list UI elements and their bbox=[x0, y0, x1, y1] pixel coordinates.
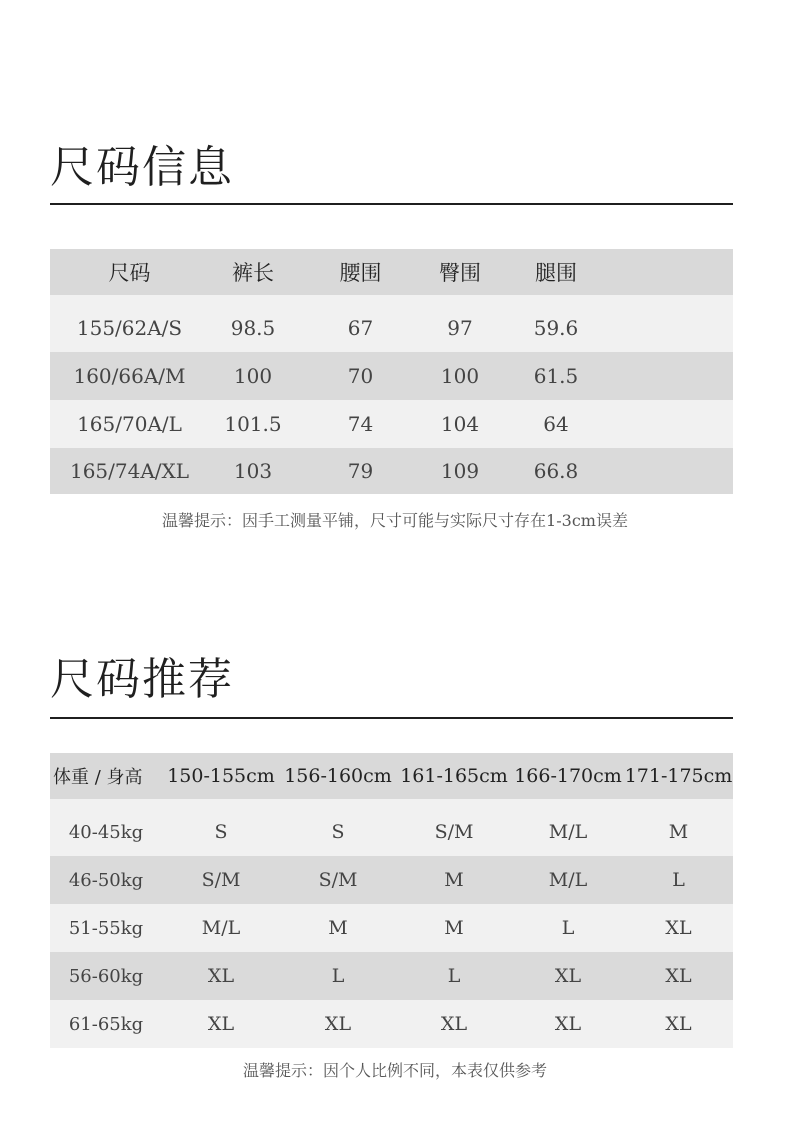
col-header-weight-height: 体重 / 身高 bbox=[50, 753, 162, 799]
col-header-size: 尺码 bbox=[50, 249, 209, 295]
cell-leg: 61.5 bbox=[496, 352, 616, 400]
cell-waist: 79 bbox=[297, 448, 424, 494]
col-header-height-150-155: 150-155cm bbox=[162, 753, 280, 799]
cell-hip: 109 bbox=[424, 448, 496, 494]
cell-size: XL bbox=[280, 1000, 396, 1048]
size-recommend-note: 温馨提示：因个人比例不同，本表仅供参考 bbox=[242, 1061, 547, 1080]
cell-pant-length: 98.5 bbox=[209, 304, 297, 352]
cell-leg: 66.8 bbox=[496, 448, 616, 494]
cell-size: M/L bbox=[512, 856, 624, 904]
table-row bbox=[50, 448, 733, 494]
cell-size: L bbox=[396, 952, 512, 1000]
cell-size: M bbox=[280, 904, 396, 952]
col-header-leg: 腿围 bbox=[496, 249, 616, 295]
col-header-waist: 腰围 bbox=[297, 249, 424, 295]
table-row bbox=[50, 400, 733, 448]
col-header-height-156-160: 156-160cm bbox=[280, 753, 396, 799]
cell-size: L bbox=[624, 856, 733, 904]
cell-leg: 59.6 bbox=[496, 304, 616, 352]
cell-size: S/M bbox=[162, 856, 280, 904]
cell-size: 160/66A/M bbox=[50, 352, 209, 400]
col-header-spacer bbox=[616, 249, 733, 295]
table-row bbox=[50, 352, 733, 400]
cell-size: XL bbox=[624, 952, 733, 1000]
size-recommend-title: 尺码推荐 bbox=[50, 654, 234, 705]
cell-size: XL bbox=[624, 1000, 733, 1048]
cell-waist: 74 bbox=[297, 400, 424, 448]
col-header-hip: 臀围 bbox=[424, 249, 496, 295]
cell-size: S bbox=[162, 808, 280, 856]
cell-pant-length: 103 bbox=[209, 448, 297, 494]
cell-size: XL bbox=[512, 952, 624, 1000]
cell-size: M bbox=[396, 856, 512, 904]
cell-leg: 64 bbox=[496, 400, 616, 448]
cell-size: M/L bbox=[162, 904, 280, 952]
cell-size: M/L bbox=[512, 808, 624, 856]
cell-weight: 61-65kg bbox=[50, 1000, 162, 1048]
size-info-header-row bbox=[50, 249, 733, 295]
cell-hip: 100 bbox=[424, 352, 496, 400]
cell-waist: 67 bbox=[297, 304, 424, 352]
cell-weight: 51-55kg bbox=[50, 904, 162, 952]
table-row bbox=[50, 856, 733, 904]
cell-size: XL bbox=[162, 1000, 280, 1048]
table-row bbox=[50, 304, 733, 352]
cell-hip: 104 bbox=[424, 400, 496, 448]
cell-size: 165/74A/XL bbox=[50, 448, 209, 494]
cell-weight: 56-60kg bbox=[50, 952, 162, 1000]
cell-size: 165/70A/L bbox=[50, 400, 209, 448]
cell-size: XL bbox=[396, 1000, 512, 1048]
table-row bbox=[50, 808, 733, 856]
col-header-height-171-175: 171-175cm bbox=[624, 753, 733, 799]
cell-size: XL bbox=[512, 1000, 624, 1048]
cell-size: XL bbox=[162, 952, 280, 1000]
cell-size: L bbox=[512, 904, 624, 952]
cell-hip: 97 bbox=[424, 304, 496, 352]
cell-size: M bbox=[396, 904, 512, 952]
size-info-note: 温馨提示：因手工测量平铺，尺寸可能与实际尺寸存在1-3cm误差 bbox=[162, 511, 628, 530]
col-header-pant-length: 裤长 bbox=[209, 249, 297, 295]
cell-weight: 40-45kg bbox=[50, 808, 162, 856]
cell-pant-length: 100 bbox=[209, 352, 297, 400]
size-recommend-divider bbox=[50, 717, 733, 719]
cell-size: 155/62A/S bbox=[50, 304, 209, 352]
cell-waist: 70 bbox=[297, 352, 424, 400]
table-row bbox=[50, 904, 733, 952]
cell-weight: 46-50kg bbox=[50, 856, 162, 904]
size-recommend-header-row bbox=[50, 753, 733, 799]
table-row bbox=[50, 1000, 733, 1048]
cell-size: L bbox=[280, 952, 396, 1000]
cell-size: S/M bbox=[396, 808, 512, 856]
size-info-table bbox=[50, 249, 733, 494]
cell-pant-length: 101.5 bbox=[209, 400, 297, 448]
cell-size: XL bbox=[624, 904, 733, 952]
col-header-height-161-165: 161-165cm bbox=[396, 753, 512, 799]
table-row bbox=[50, 952, 733, 1000]
size-info-divider bbox=[50, 203, 733, 205]
cell-size: S bbox=[280, 808, 396, 856]
size-info-title: 尺码信息 bbox=[50, 142, 234, 193]
size-recommend-table bbox=[50, 753, 733, 1048]
cell-size: S/M bbox=[280, 856, 396, 904]
cell-size: M bbox=[624, 808, 733, 856]
col-header-height-166-170: 166-170cm bbox=[512, 753, 624, 799]
